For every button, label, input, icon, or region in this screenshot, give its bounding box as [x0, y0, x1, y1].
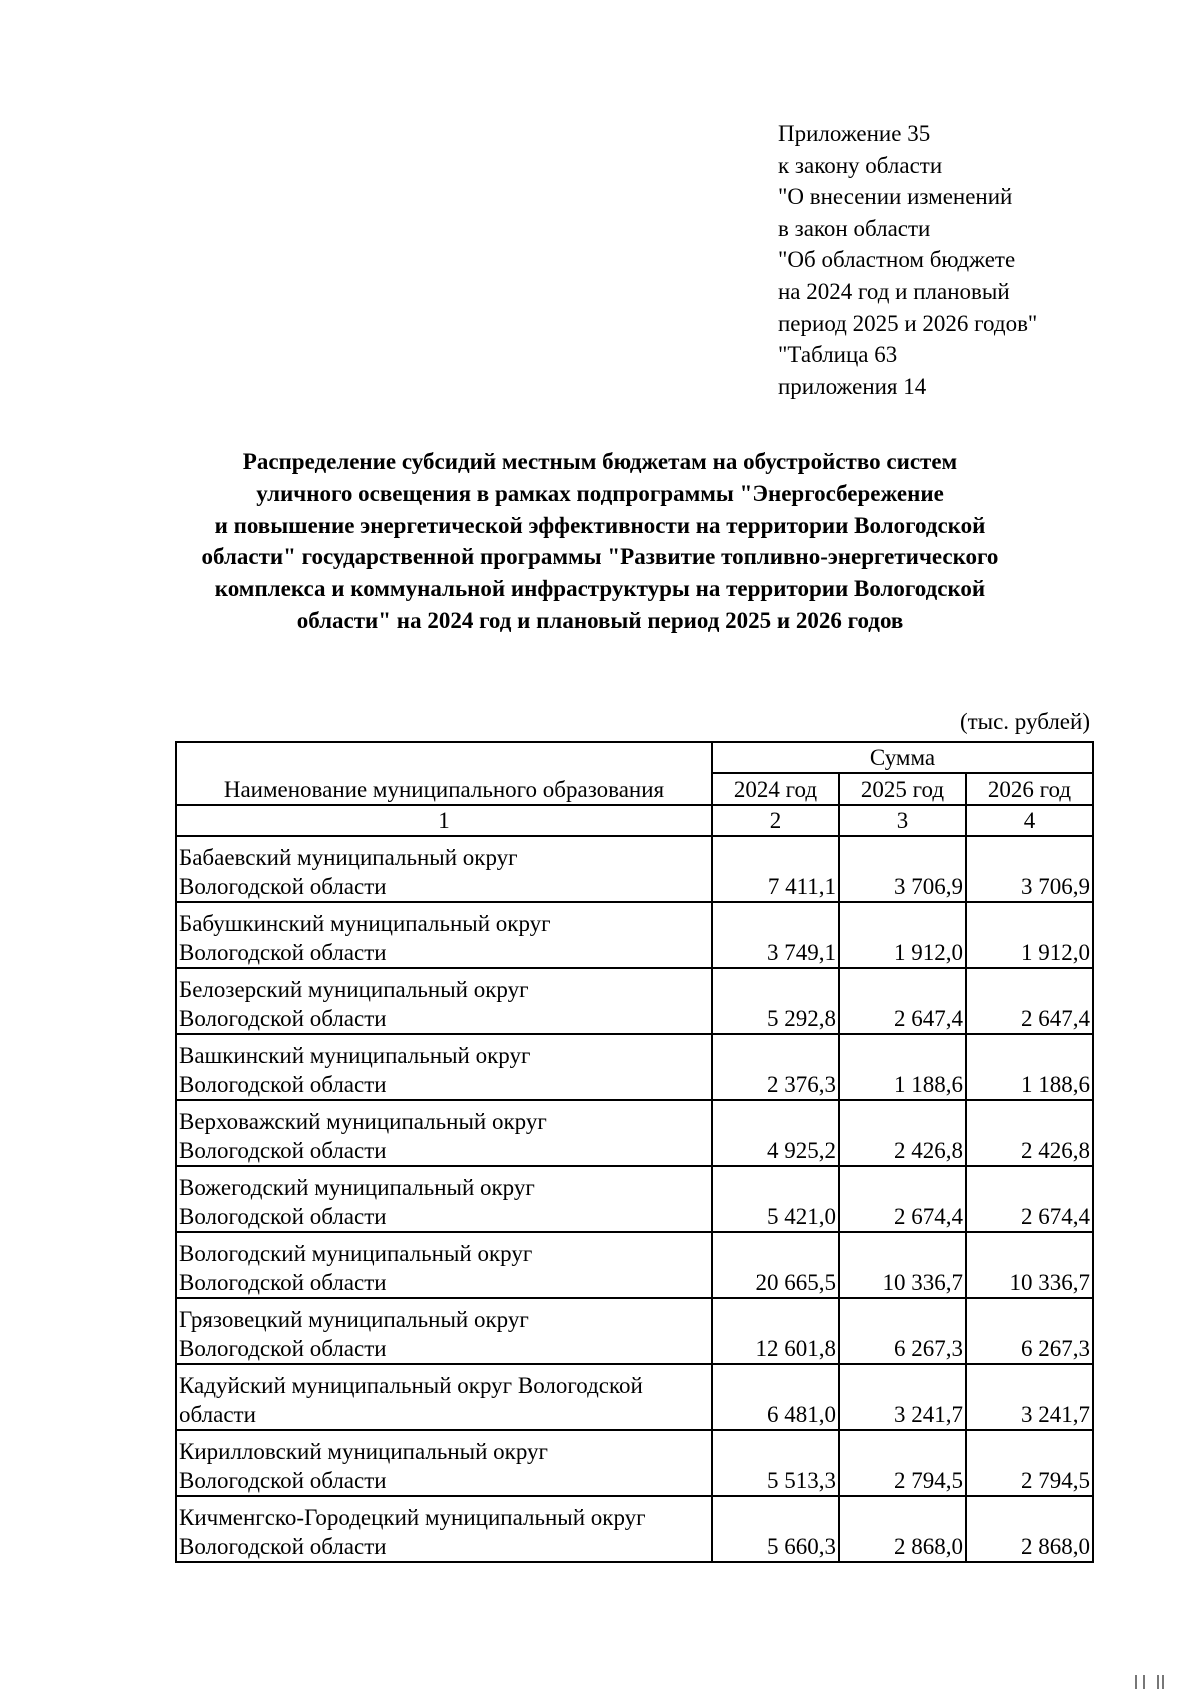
amount-2025: 3 241,7	[839, 1364, 966, 1430]
amount-2024: 5 292,8	[712, 968, 839, 1034]
municipality-name-cell	[176, 968, 712, 1034]
municipality-name-line: Вологодской области	[179, 1138, 387, 1163]
subsidy-table	[175, 741, 1094, 1563]
appendix-line: на 2024 год и плановый	[778, 278, 1010, 304]
amount-2024: 5 513,3	[712, 1430, 839, 1496]
municipality-name-line: Верховажский муниципальный округ	[179, 1109, 547, 1134]
amount-2024: 7 411,1	[712, 836, 839, 902]
title-line: уличного освещения в рамках подпрограммы "Энергосбережение	[256, 480, 944, 506]
table-row	[176, 1034, 1093, 1100]
appendix-line: "Таблица 63	[778, 342, 898, 368]
amount-2025: 2 426,8	[839, 1100, 966, 1166]
municipality-name-line: Вологодской области	[179, 1072, 387, 1097]
column-index: 1	[176, 805, 712, 836]
municipality-name-line: Вологодской области	[179, 874, 387, 899]
amount-2026: 3 706,9	[966, 836, 1093, 902]
appendix-line: "О внесении изменений	[778, 184, 1013, 210]
title-line: и повышение энергетической эффективности на территории Вологодской	[214, 512, 986, 538]
amount-2025: 2 794,5	[839, 1430, 966, 1496]
amount-2025: 2 647,4	[839, 968, 966, 1034]
amount-2026: 10 336,7	[966, 1232, 1093, 1298]
title-line: области" государственной программы "Развитие топливно-энергетического	[201, 544, 999, 570]
municipality-name-line: Вологодской области	[179, 1468, 387, 1493]
amount-2025: 6 267,3	[839, 1298, 966, 1364]
municipality-name-line: Белозерский муниципальный округ	[179, 977, 529, 1002]
municipality-name-line: Кадуйский муниципальный округ Вологодской	[179, 1373, 643, 1398]
amount-2026: 2 674,4	[966, 1166, 1093, 1232]
header-year-2025: 2025 год	[839, 773, 966, 805]
table-row	[176, 968, 1093, 1034]
municipality-name-line: Вологодской области	[179, 1534, 387, 1559]
municipality-name-cell	[176, 1232, 712, 1298]
appendix-line: "Об областном бюджете	[778, 247, 1016, 273]
table-row	[176, 902, 1093, 968]
municipality-name-cell	[176, 1100, 712, 1166]
header-year-2026: 2026 год	[966, 773, 1093, 805]
municipality-name-cell	[176, 836, 712, 902]
title-line: области" на 2024 год и плановый период 2025 и 2026 годов	[296, 607, 904, 633]
appendix-line: Приложение 35	[778, 121, 931, 146]
municipality-name-line: Вологодской области	[179, 1006, 387, 1031]
header-sum-cell: Сумма	[712, 742, 1093, 773]
table-row	[176, 836, 1093, 902]
municipality-name-cell	[176, 1298, 712, 1364]
table-row	[176, 1364, 1093, 1430]
amount-2025: 2 674,4	[839, 1166, 966, 1232]
appendix-header	[778, 118, 1037, 402]
table-row	[176, 1166, 1093, 1232]
table-row	[176, 1100, 1093, 1166]
appendix-line: приложения 14	[778, 373, 927, 399]
municipality-name-line: Вожегодский муниципальный округ	[179, 1175, 535, 1200]
appendix-line: в закон области	[778, 215, 931, 241]
municipality-name-line: Вологодской области	[179, 1270, 387, 1295]
amount-2026: 6 267,3	[966, 1298, 1093, 1364]
amount-2024: 6 481,0	[712, 1364, 839, 1430]
amount-2025: 3 706,9	[839, 836, 966, 902]
header-name-cell: Наименование муниципального образования	[176, 742, 712, 805]
amount-2026: 3 241,7	[966, 1364, 1093, 1430]
municipality-name-cell	[176, 1496, 712, 1562]
title-line: Распределение субсидий местным бюджетам на обустройство систем	[242, 449, 958, 474]
scan-edge-marks	[1135, 1675, 1175, 1689]
municipality-name-line: Вологодский муниципальный округ	[179, 1241, 533, 1266]
amount-2026: 2 426,8	[966, 1100, 1093, 1166]
municipality-name-line: Бабушкинский муниципальный округ	[179, 911, 551, 936]
title-line: комплекса и коммунальной инфраструктуры на территории Вологодской	[214, 576, 986, 602]
table-row	[176, 1496, 1093, 1562]
amount-2025: 1 912,0	[839, 902, 966, 968]
appendix-line: период 2025 и 2026 годов"	[778, 310, 1038, 336]
municipality-name-line: области	[179, 1402, 256, 1427]
municipality-name-line: Вологодской области	[179, 1336, 387, 1361]
amount-2024: 3 749,1	[712, 902, 839, 968]
amount-2026: 1 912,0	[966, 902, 1093, 968]
column-index: 3	[839, 805, 966, 836]
document-title	[150, 446, 1050, 637]
amount-2024: 12 601,8	[712, 1298, 839, 1364]
municipality-name-cell	[176, 1166, 712, 1232]
amount-2025: 10 336,7	[839, 1232, 966, 1298]
municipality-name-line: Вологодской области	[179, 1204, 387, 1229]
header-row	[176, 742, 1093, 773]
appendix-line: к закону области	[778, 152, 943, 178]
header-year-2024: 2024 год	[712, 773, 839, 805]
municipality-name-line: Вашкинский муниципальный округ	[179, 1043, 531, 1068]
amount-2024: 2 376,3	[712, 1034, 839, 1100]
units-label: (тыс. рублей)	[959, 709, 1090, 734]
column-index-row	[176, 805, 1093, 836]
table-row	[176, 1298, 1093, 1364]
municipality-name-cell	[176, 1430, 712, 1496]
amount-2024: 4 925,2	[712, 1100, 839, 1166]
amount-2025: 1 188,6	[839, 1034, 966, 1100]
amount-2025: 2 868,0	[839, 1496, 966, 1562]
municipality-name-cell	[176, 902, 712, 968]
municipality-name-line: Кирилловский муниципальный округ	[179, 1439, 548, 1464]
column-index: 4	[966, 805, 1093, 836]
amount-2026: 1 188,6	[966, 1034, 1093, 1100]
municipality-name-cell	[176, 1034, 712, 1100]
amount-2026: 2 794,5	[966, 1430, 1093, 1496]
municipality-name-cell	[176, 1364, 712, 1430]
municipality-name-line: Бабаевский муниципальный округ	[179, 845, 518, 870]
table-row	[176, 1430, 1093, 1496]
amount-2026: 2 868,0	[966, 1496, 1093, 1562]
amount-2024: 5 660,3	[712, 1496, 839, 1562]
table-row	[176, 1232, 1093, 1298]
municipality-name-line: Вологодской области	[179, 940, 387, 965]
municipality-name-line: Грязовецкий муниципальный округ	[179, 1307, 529, 1332]
column-index: 2	[712, 805, 839, 836]
municipality-name-line: Кичменгско-Городецкий муниципальный округ	[179, 1505, 646, 1530]
amount-2024: 5 421,0	[712, 1166, 839, 1232]
amount-2024: 20 665,5	[712, 1232, 839, 1298]
amount-2026: 2 647,4	[966, 968, 1093, 1034]
